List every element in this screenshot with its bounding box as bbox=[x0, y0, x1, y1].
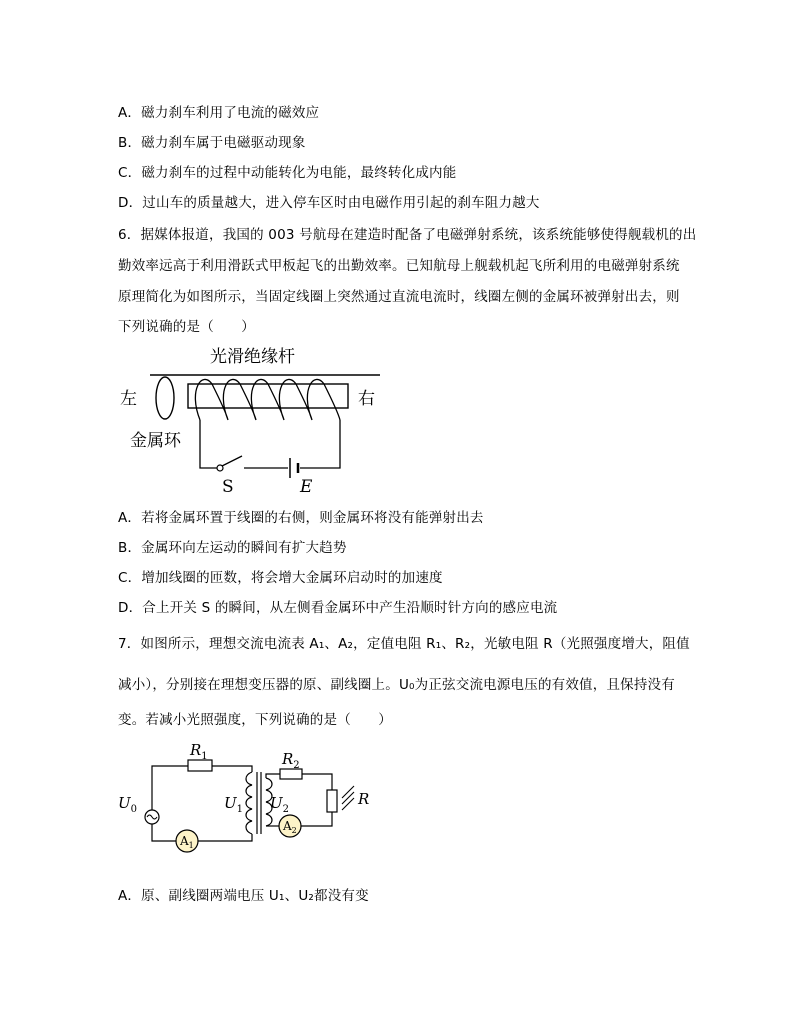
secondary-wire-bottom-right bbox=[301, 812, 332, 826]
switch-blade bbox=[222, 456, 242, 466]
label-a2: $A_2$ bbox=[283, 819, 297, 835]
primary-wire-top-left bbox=[152, 766, 188, 810]
switch-label: S bbox=[222, 477, 234, 497]
label-u2: $U_2$ bbox=[270, 794, 290, 815]
q6-option-a: A．若将金属环置于线圈的右侧，则金属环将没有能弹射出去 bbox=[118, 510, 484, 526]
q6-stem-line: 6．据媒体报道，我国的 003 号航母在建造时配备了电磁弹射系统，该系统能够使得舰载机的出 bbox=[118, 227, 697, 243]
q5-option-b: B．磁力刹车属于电磁驱动现象 bbox=[118, 135, 306, 151]
q7-stem-line: 减小），分别接在理想变压器的原、副线圈上。U₀为正弦交流电源电压的有效值，且保持没有 bbox=[118, 677, 675, 693]
label-r1: $R_1$ bbox=[190, 741, 208, 762]
q7-option-a: A．原、副线圈两端电压 U₁、U₂都没有变 bbox=[118, 888, 369, 904]
primary-wire-bottom-right bbox=[198, 834, 252, 841]
coil-windings bbox=[195, 379, 340, 420]
q6-stem-line: 勤效率远高于利用滑跃式甲板起飞的出勤效率。已知航母上舰载机起飞所利用的电磁弹射系统 bbox=[118, 258, 680, 274]
label-r2: $R_2$ bbox=[282, 750, 300, 771]
q5-option-d: D．过山车的质量越大，进入停车区时由电磁作用引起的刹车阻力越大 bbox=[118, 195, 540, 211]
label-r: R bbox=[358, 790, 370, 808]
coil-tube bbox=[188, 384, 348, 408]
q7-figure bbox=[110, 738, 390, 858]
left-label: 左 bbox=[120, 389, 137, 409]
photoresistor-r bbox=[327, 790, 337, 812]
q6-option-c: C．增加线圈的匝数，将会增大金属环启动时的加速度 bbox=[118, 570, 443, 586]
battery-label: E bbox=[300, 477, 313, 497]
q7-circuit-diagram bbox=[110, 738, 390, 858]
resistor-r1 bbox=[188, 760, 212, 771]
secondary-wire-top-left bbox=[266, 774, 280, 778]
wire-left bbox=[200, 420, 218, 468]
primary-coil bbox=[246, 772, 252, 834]
label-u0: $U_0$ bbox=[118, 794, 138, 815]
right-label: 右 bbox=[358, 389, 375, 409]
q6-stem-line: 原理简化为如图所示，当固定线圈上突然通过直流电流时，线圈左侧的金属环被弹射出去，则 bbox=[118, 289, 680, 305]
q7-stem-line: 7．如图所示，理想交流电流表 A₁、A₂，定值电阻 R₁、R₂，光敏电阻 R（光照强度增大，阻值 bbox=[118, 636, 690, 652]
label-a1: $A_1$ bbox=[180, 834, 194, 850]
q6-figure bbox=[110, 340, 410, 500]
q5-option-c: C．磁力刹车的过程中动能转化为电能，最终转化成内能 bbox=[118, 165, 457, 181]
rod-label: 光滑绝缘杆 bbox=[210, 347, 295, 367]
q7-stem-line: 变。若减小光照强度，下列说确的是（ ） bbox=[118, 712, 392, 728]
primary-wire-bottom-left bbox=[152, 824, 176, 841]
q6-option-b: B．金属环向左运动的瞬间有扩大趋势 bbox=[118, 540, 347, 556]
primary-wire-top-right bbox=[212, 766, 252, 772]
secondary-wire-top-right bbox=[302, 774, 332, 790]
light-arrow bbox=[342, 792, 354, 804]
q6-stem-line: 下列说确的是（ ） bbox=[118, 319, 255, 335]
q5-option-a: A．磁力刹车利用了电流的磁效应 bbox=[118, 105, 320, 121]
light-arrow bbox=[342, 798, 354, 810]
ring-label: 金属环 bbox=[130, 431, 181, 451]
light-arrow bbox=[342, 786, 354, 798]
q6-option-d: D．合上开关 S 的瞬间，从左侧看金属环中产生沿顺时针方向的感应电流 bbox=[118, 600, 558, 616]
label-u1: $U_1$ bbox=[224, 794, 244, 815]
metal-ring bbox=[156, 377, 174, 419]
wire-right bbox=[300, 420, 340, 468]
q6-circuit-diagram bbox=[110, 340, 410, 500]
